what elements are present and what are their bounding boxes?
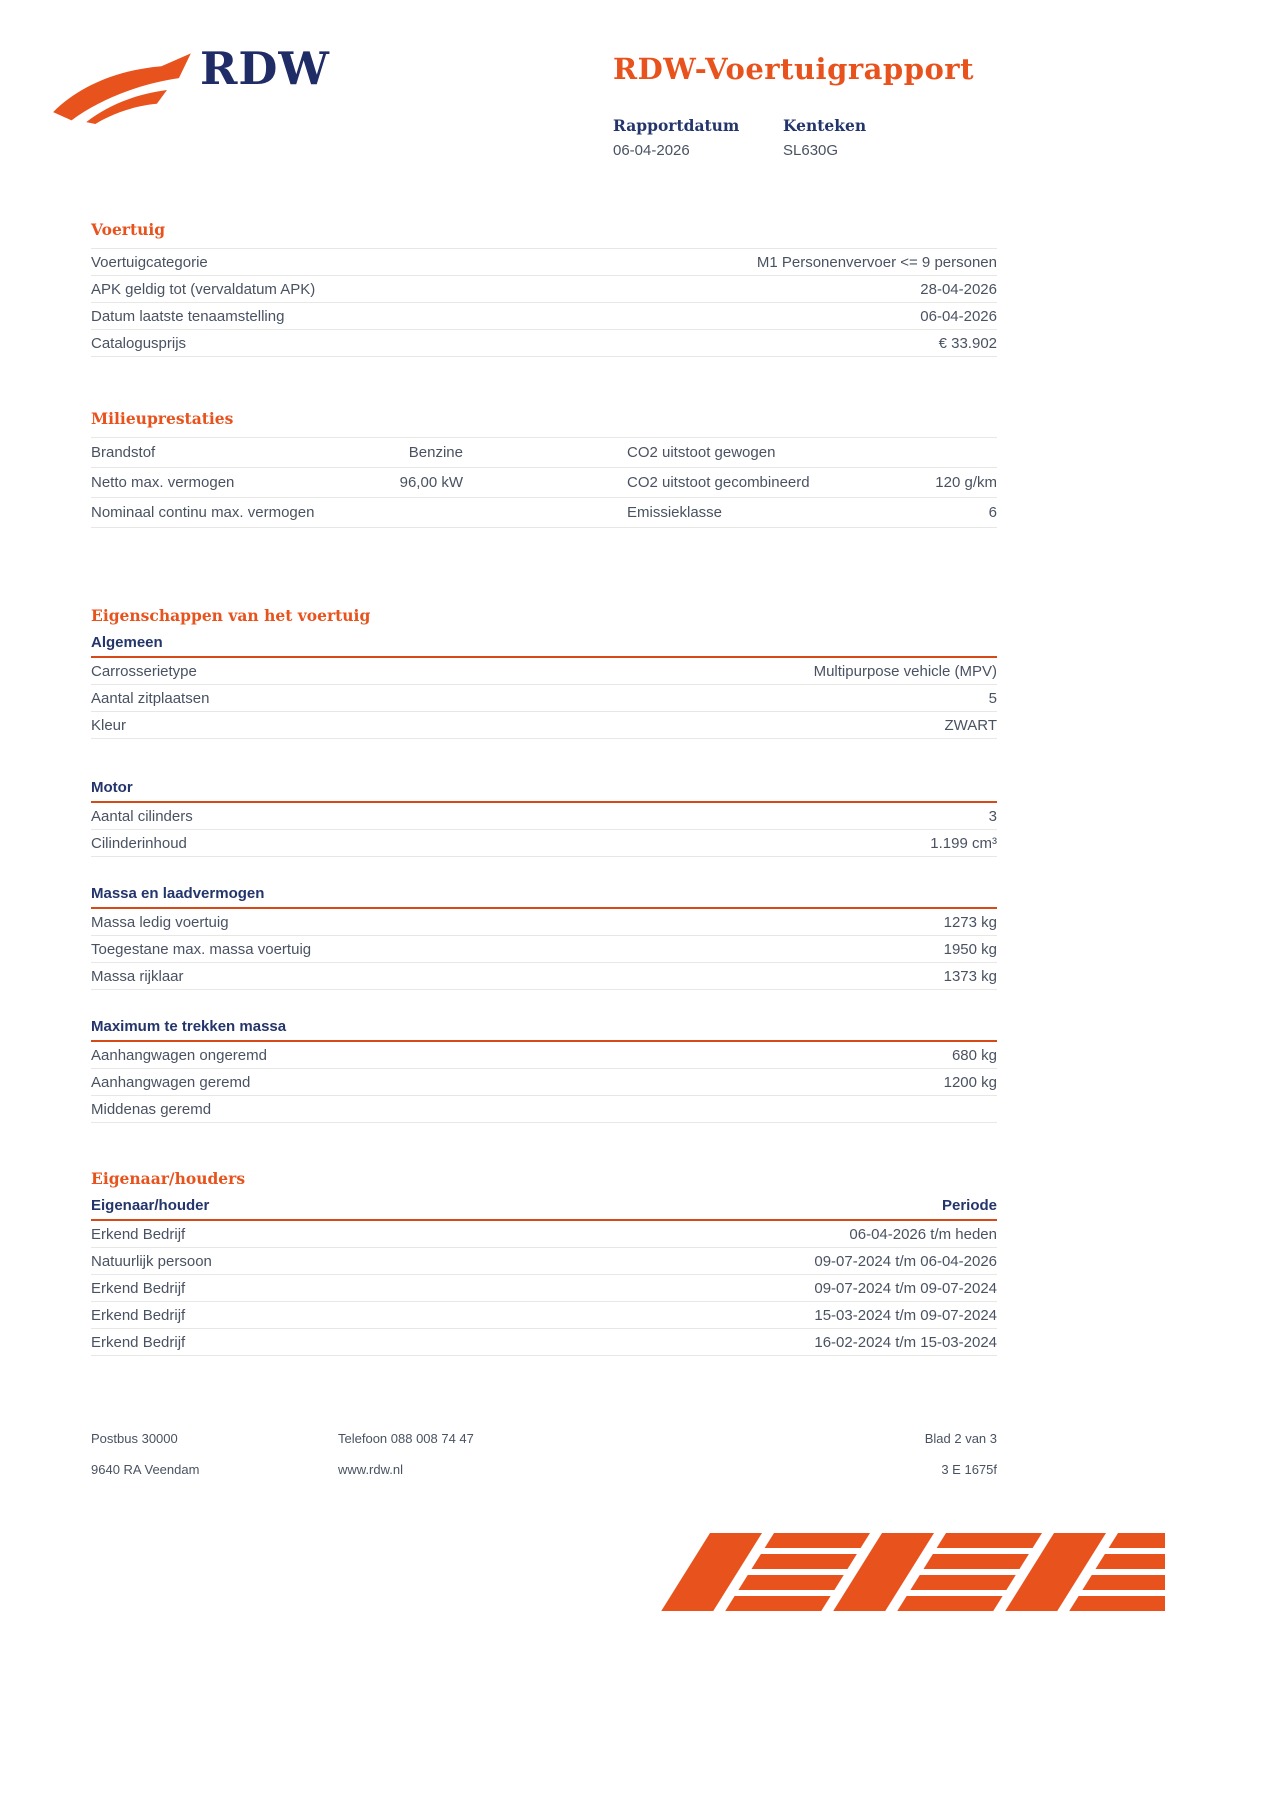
- row-label: APK geldig tot (vervaldatum APK): [91, 280, 316, 298]
- row-label: Kleur: [91, 716, 127, 734]
- owner-type: Erkend Bedrijf: [91, 1279, 186, 1297]
- footer-line-2: [91, 1462, 997, 1477]
- row-label: Aanhangwagen geremd: [91, 1073, 251, 1091]
- table-row: [91, 1042, 997, 1069]
- table-row: [91, 276, 997, 303]
- row-label: Aantal cilinders: [91, 807, 193, 825]
- row-label: Brandstof: [91, 444, 156, 461]
- page-footer: [91, 1431, 997, 1493]
- row-label: Cilinderinhoud: [91, 834, 187, 852]
- table-row: [91, 498, 997, 528]
- table-row: [91, 936, 997, 963]
- row-value: 680 kg: [951, 1046, 997, 1064]
- section-title-milieu: Milieuprestaties: [91, 409, 234, 428]
- owner-period: 16-02-2024 t/m 15-03-2024: [814, 1333, 997, 1351]
- rdw-diagonal-stripes-graphic: [660, 1533, 1165, 1613]
- owner-type: Natuurlijk persoon: [91, 1252, 212, 1270]
- section-title-eigenschappen: Eigenschappen van het voertuig: [91, 606, 371, 625]
- document-title: RDW-Voertuigrapport: [613, 52, 974, 86]
- row-value: 3: [988, 807, 997, 825]
- footer-address-line2: 9640 RA Veendam: [91, 1462, 200, 1477]
- table-row: [91, 1069, 997, 1096]
- period-column-header: Periode: [941, 1197, 997, 1214]
- row-label: Aanhangwagen ongeremd: [91, 1046, 267, 1064]
- subsection-title-massa: Massa en laadvermogen: [91, 885, 997, 909]
- footer-form-code: 3 E 1675f: [941, 1462, 997, 1477]
- owner-column-header: Eigenaar/houder: [91, 1197, 210, 1214]
- section-eigenaar: [91, 1169, 997, 1356]
- license-plate-value: SL630G: [783, 142, 839, 159]
- owner-period: 15-03-2024 t/m 09-07-2024: [814, 1306, 997, 1324]
- row-label: CO2 uitstoot gecombineerd: [627, 474, 810, 491]
- row-value: 1373 kg: [943, 967, 997, 985]
- voertuig-rows: [91, 248, 997, 357]
- row-label: Catalogusprijs: [91, 334, 187, 352]
- row-value: 1950 kg: [943, 940, 997, 958]
- row-value: 1273 kg: [943, 913, 997, 931]
- row-label: Emissieklasse: [627, 504, 723, 521]
- table-row: [91, 803, 997, 830]
- table-row: [91, 1275, 997, 1302]
- table-row: [91, 712, 997, 739]
- row-value: 6: [988, 504, 997, 521]
- row-value: ZWART: [944, 716, 997, 734]
- footer-line-1: [91, 1431, 997, 1446]
- owner-table-header: [91, 1197, 997, 1221]
- row-label: Massa rijklaar: [91, 967, 184, 985]
- table-row: [91, 830, 997, 857]
- milieu-rows: [91, 437, 997, 528]
- row-value: 1200 kg: [943, 1073, 997, 1091]
- row-label: Middenas geremd: [91, 1100, 212, 1118]
- subsection-title-algemeen: Algemeen: [91, 634, 997, 658]
- section-voertuig: [91, 220, 997, 357]
- owner-type: Erkend Bedrijf: [91, 1306, 186, 1324]
- owner-type: Erkend Bedrijf: [91, 1225, 186, 1243]
- row-label: Datum laatste tenaamstelling: [91, 307, 285, 325]
- row-value: 06-04-2026: [920, 307, 997, 325]
- row-label: Toegestane max. massa voertuig: [91, 940, 312, 958]
- section-milieuprestaties: [91, 409, 997, 528]
- rdw-logo-text: RDW: [200, 42, 330, 95]
- table-row: [91, 330, 997, 357]
- section-title-voertuig: Voertuig: [91, 220, 166, 239]
- footer-phone: Telefoon 088 008 74 47: [338, 1431, 474, 1446]
- row-value: Multipurpose vehicle (MPV): [813, 662, 997, 680]
- row-value: 96,00 kW: [399, 474, 463, 491]
- subsection-motor: [91, 779, 997, 857]
- row-value: Benzine: [408, 444, 463, 461]
- row-label: Aantal zitplaatsen: [91, 689, 210, 707]
- row-value: 1.199 cm³: [930, 834, 997, 852]
- table-row: [91, 909, 997, 936]
- row-label: CO2 uitstoot gewogen: [627, 444, 776, 461]
- section-title-eigenaar: Eigenaar/houders: [91, 1169, 246, 1188]
- table-row: [91, 685, 997, 712]
- table-row: [91, 1248, 997, 1275]
- table-row: [91, 1221, 997, 1248]
- row-value: M1 Personenvervoer <= 9 personen: [756, 253, 997, 271]
- report-date-label: Rapportdatum: [613, 116, 740, 135]
- table-row: [91, 1302, 997, 1329]
- report-content: [91, 0, 997, 1356]
- license-plate-label: Kenteken: [783, 116, 867, 135]
- table-row: [91, 963, 997, 990]
- row-label: Nominaal continu max. vermogen: [91, 504, 315, 521]
- row-label: Voertuigcategorie: [91, 253, 208, 271]
- table-row: [91, 303, 997, 330]
- row-value: 120 g/km: [935, 474, 997, 491]
- owner-type: Erkend Bedrijf: [91, 1333, 186, 1351]
- footer-address-line1: Postbus 30000: [91, 1431, 178, 1446]
- subsection-algemeen: [91, 634, 997, 739]
- footer-website: www.rdw.nl: [338, 1462, 404, 1477]
- table-row: [91, 438, 997, 468]
- table-row: [91, 1096, 997, 1123]
- table-row: [91, 468, 997, 498]
- row-label: Carrosserietype: [91, 662, 197, 680]
- section-eigenschappen: [91, 606, 997, 1123]
- row-label: Netto max. vermogen: [91, 474, 235, 491]
- row-value: 5: [988, 689, 997, 707]
- footer-page-number: Blad 2 van 3: [924, 1431, 997, 1446]
- report-date-value: 06-04-2026: [613, 142, 690, 159]
- table-row: [91, 1329, 997, 1356]
- owner-period: 09-07-2024 t/m 06-04-2026: [814, 1252, 997, 1270]
- owner-period: 09-07-2024 t/m 09-07-2024: [814, 1279, 997, 1297]
- subsection-title-trekken: Maximum te trekken massa: [91, 1018, 997, 1042]
- table-row: [91, 249, 997, 276]
- row-value: 28-04-2026: [920, 280, 997, 298]
- row-value: € 33.902: [938, 334, 997, 352]
- subsection-title-motor: Motor: [91, 779, 997, 803]
- table-row: [91, 658, 997, 685]
- row-label: Massa ledig voertuig: [91, 913, 229, 931]
- subsection-trekken: [91, 1018, 997, 1123]
- owner-period: 06-04-2026 t/m heden: [849, 1225, 997, 1243]
- subsection-massa: [91, 885, 997, 990]
